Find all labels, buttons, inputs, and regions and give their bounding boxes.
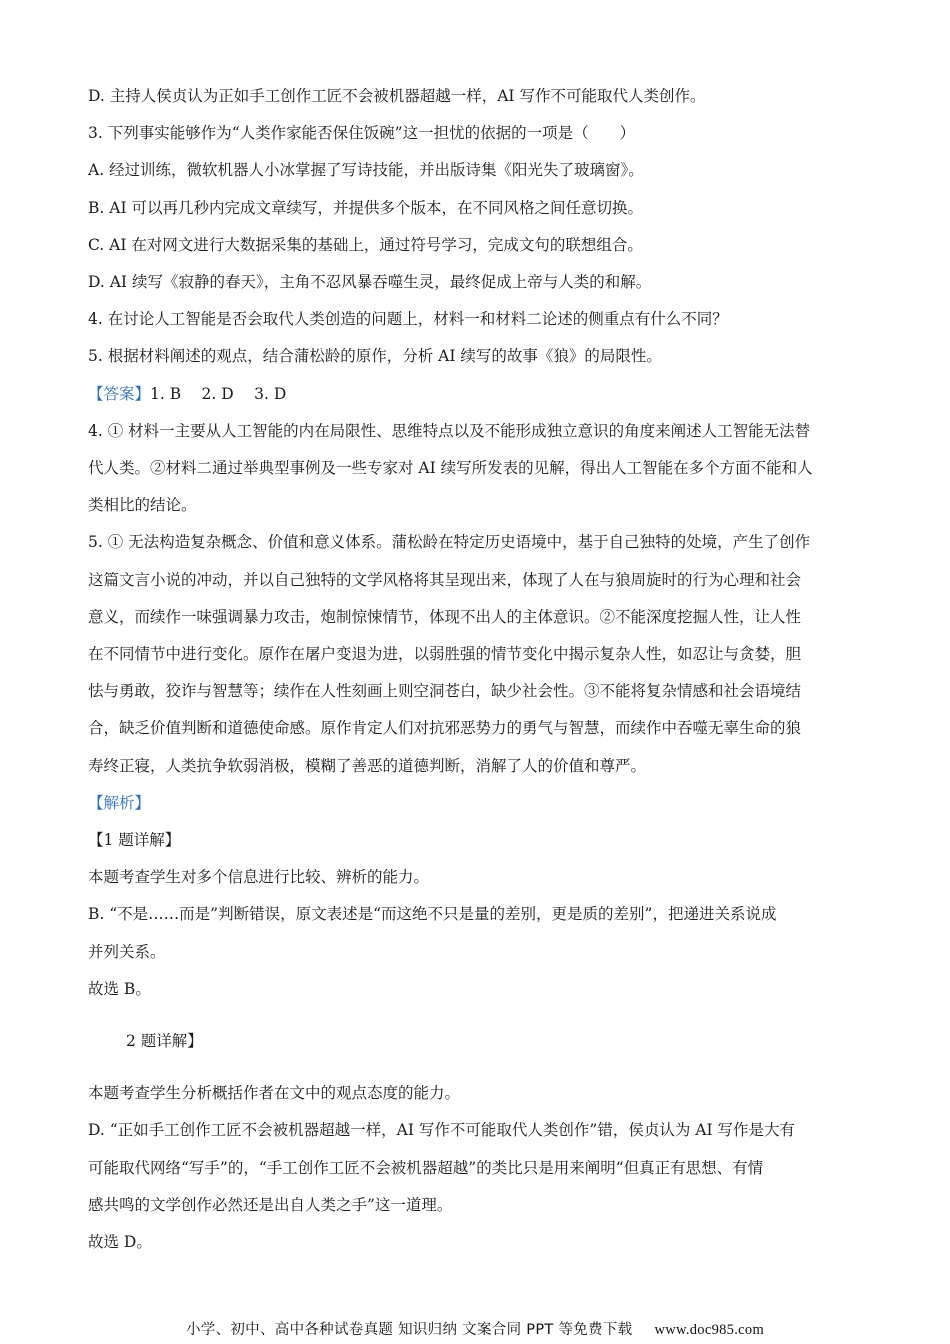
detail-1-line-2: B. “不是……而是”判断错误，原文表述是“而这绝不只是量的差别，更是质的差别”，把递进关系说成 <box>88 905 777 924</box>
detail-2-line-5: 故选 D。 <box>88 1233 152 1252</box>
analysis-label: 【解析】 <box>88 793 151 812</box>
detail-2-line-2: D. “正如手工创作工匠不会被机器超越一样，AI 写作不可能取代人类创作”错，侯贞认为 AI 写作是大有 <box>88 1121 795 1140</box>
page-footer <box>0 1318 950 1339</box>
footer-text: 小学、初中、高中各种试卷真题 知识归纳 文案合同 PPT 等免费下载 <box>185 1322 633 1338</box>
q3-option-d: D. AI 续写《寂静的春天》，主角不忍风暴吞噬生灵，最终促成上帝与人类的和解。 <box>88 273 652 292</box>
q3-stem: 3. 下列事实能够作为“人类作家能否保住饭碗”这一担忧的依据的一项是（ ） <box>88 124 636 143</box>
q5-stem: 5. 根据材料阐述的观点，结合蒲松龄的原作，分析 AI 续写的故事《狼》的局限性。 <box>88 347 662 366</box>
detail-1-line-3: 并列关系。 <box>88 942 166 961</box>
q3-option-b: B. AI 可以再几秒内完成文章续写，并提供多个版本，在不同风格之间任意切换。 <box>88 198 643 217</box>
answer-5-line-5: 怯与勇敢，狡诈与智慧等；续作在人性刻画上则空洞苍白，缺少社会性。③不能将复杂情感和社会语境结 <box>88 682 802 701</box>
detail-2-line-4: 感共鸣的文学创作必然还是出自人类之手”这一道理。 <box>88 1195 453 1214</box>
answer-choices: 1. B 2. D 3. D <box>150 384 287 403</box>
q4-stem: 4. 在讨论人工智能是否会取代人类创造的问题上，材料一和材料二论述的侧重点有什么不同？ <box>88 310 728 329</box>
answer-5-line-1: 5. ① 无法构造复杂概念、价值和意义体系。蒲松龄在特定历史语境中，基于自己独特的处境，产生了创作 <box>88 533 811 552</box>
answer-4-line-3: 类相比的结论。 <box>88 496 197 515</box>
q3-option-a: A. 经过训练，微软机器人小冰掌握了写诗技能，并出版诗集《阳光失了玻璃窗》。 <box>88 161 644 180</box>
detail-1-title: 【1 题详解】 <box>88 831 181 850</box>
answer-4-line-1: 4. ① 材料一主要从人工智能的内在局限性、思维特点以及不能形成独立意识的角度来阐述人工智能无法替 <box>88 421 811 440</box>
detail-2-line-3: 可能取代网络“写手”的，“手工创作工匠不会被机器超越”的类比只是用来阐明“但真正有思想、有情 <box>88 1158 764 1177</box>
detail-1-line-4: 故选 B。 <box>88 979 151 998</box>
answer-line <box>88 376 878 413</box>
answer-5-line-6: 合，缺乏价值判断和道德使命感。原作肯定人们对抗邪恶势力的勇气与智慧，而续作中吞噬无辜生命的狼 <box>88 719 802 738</box>
answer-5-line-7: 寿终正寝，人类抗争软弱消极，模糊了善恶的道德判断，消解了人的价值和尊严。 <box>88 756 647 775</box>
detail-1-line-1: 本题考查学生对多个信息进行比较、辨析的能力。 <box>88 868 430 887</box>
detail-2-line-1: 本题考查学生分析概括作者在文中的观点态度的能力。 <box>88 1084 461 1103</box>
answer-5-line-4: 在不同情节中进行变化。原作在屠户变退为进，以弱胜强的情节变化中揭示复杂人性，如忍让与贪婪，胆 <box>88 645 802 664</box>
answer-5-line-3: 意义，而续作一味强调暴力攻击，炮制惊悚情节，体现不出人的主体意识。②不能深度挖掘人性，让人性 <box>88 607 802 626</box>
q2-option-d: D. 主持人侯贞认为正如手工创作工匠不会被机器超越一样，AI 写作不可能取代人类创作。 <box>88 87 706 105</box>
q3-option-c: C. AI 在对网文进行大数据采集的基础上，通过符号学习，完成文句的联想组合。 <box>88 235 643 254</box>
detail-2-title: 2 题详解】 <box>126 1032 203 1051</box>
document-body <box>88 78 878 1261</box>
answer-4-line-2: 代人类。②材料二通过举典型事例及一些专家对 AI 续写所发表的见解，得出人工智能在多个方面不能和人 <box>88 459 813 478</box>
answer-label: 【答案】 <box>88 384 151 403</box>
footer-url[interactable]: www.doc985.com <box>654 1322 765 1338</box>
answer-5-line-2: 这篇文言小说的冲动，并以自己独特的文学风格将其呈现出来，体现了人在与狼周旋时的行为心理和社会 <box>88 570 802 589</box>
